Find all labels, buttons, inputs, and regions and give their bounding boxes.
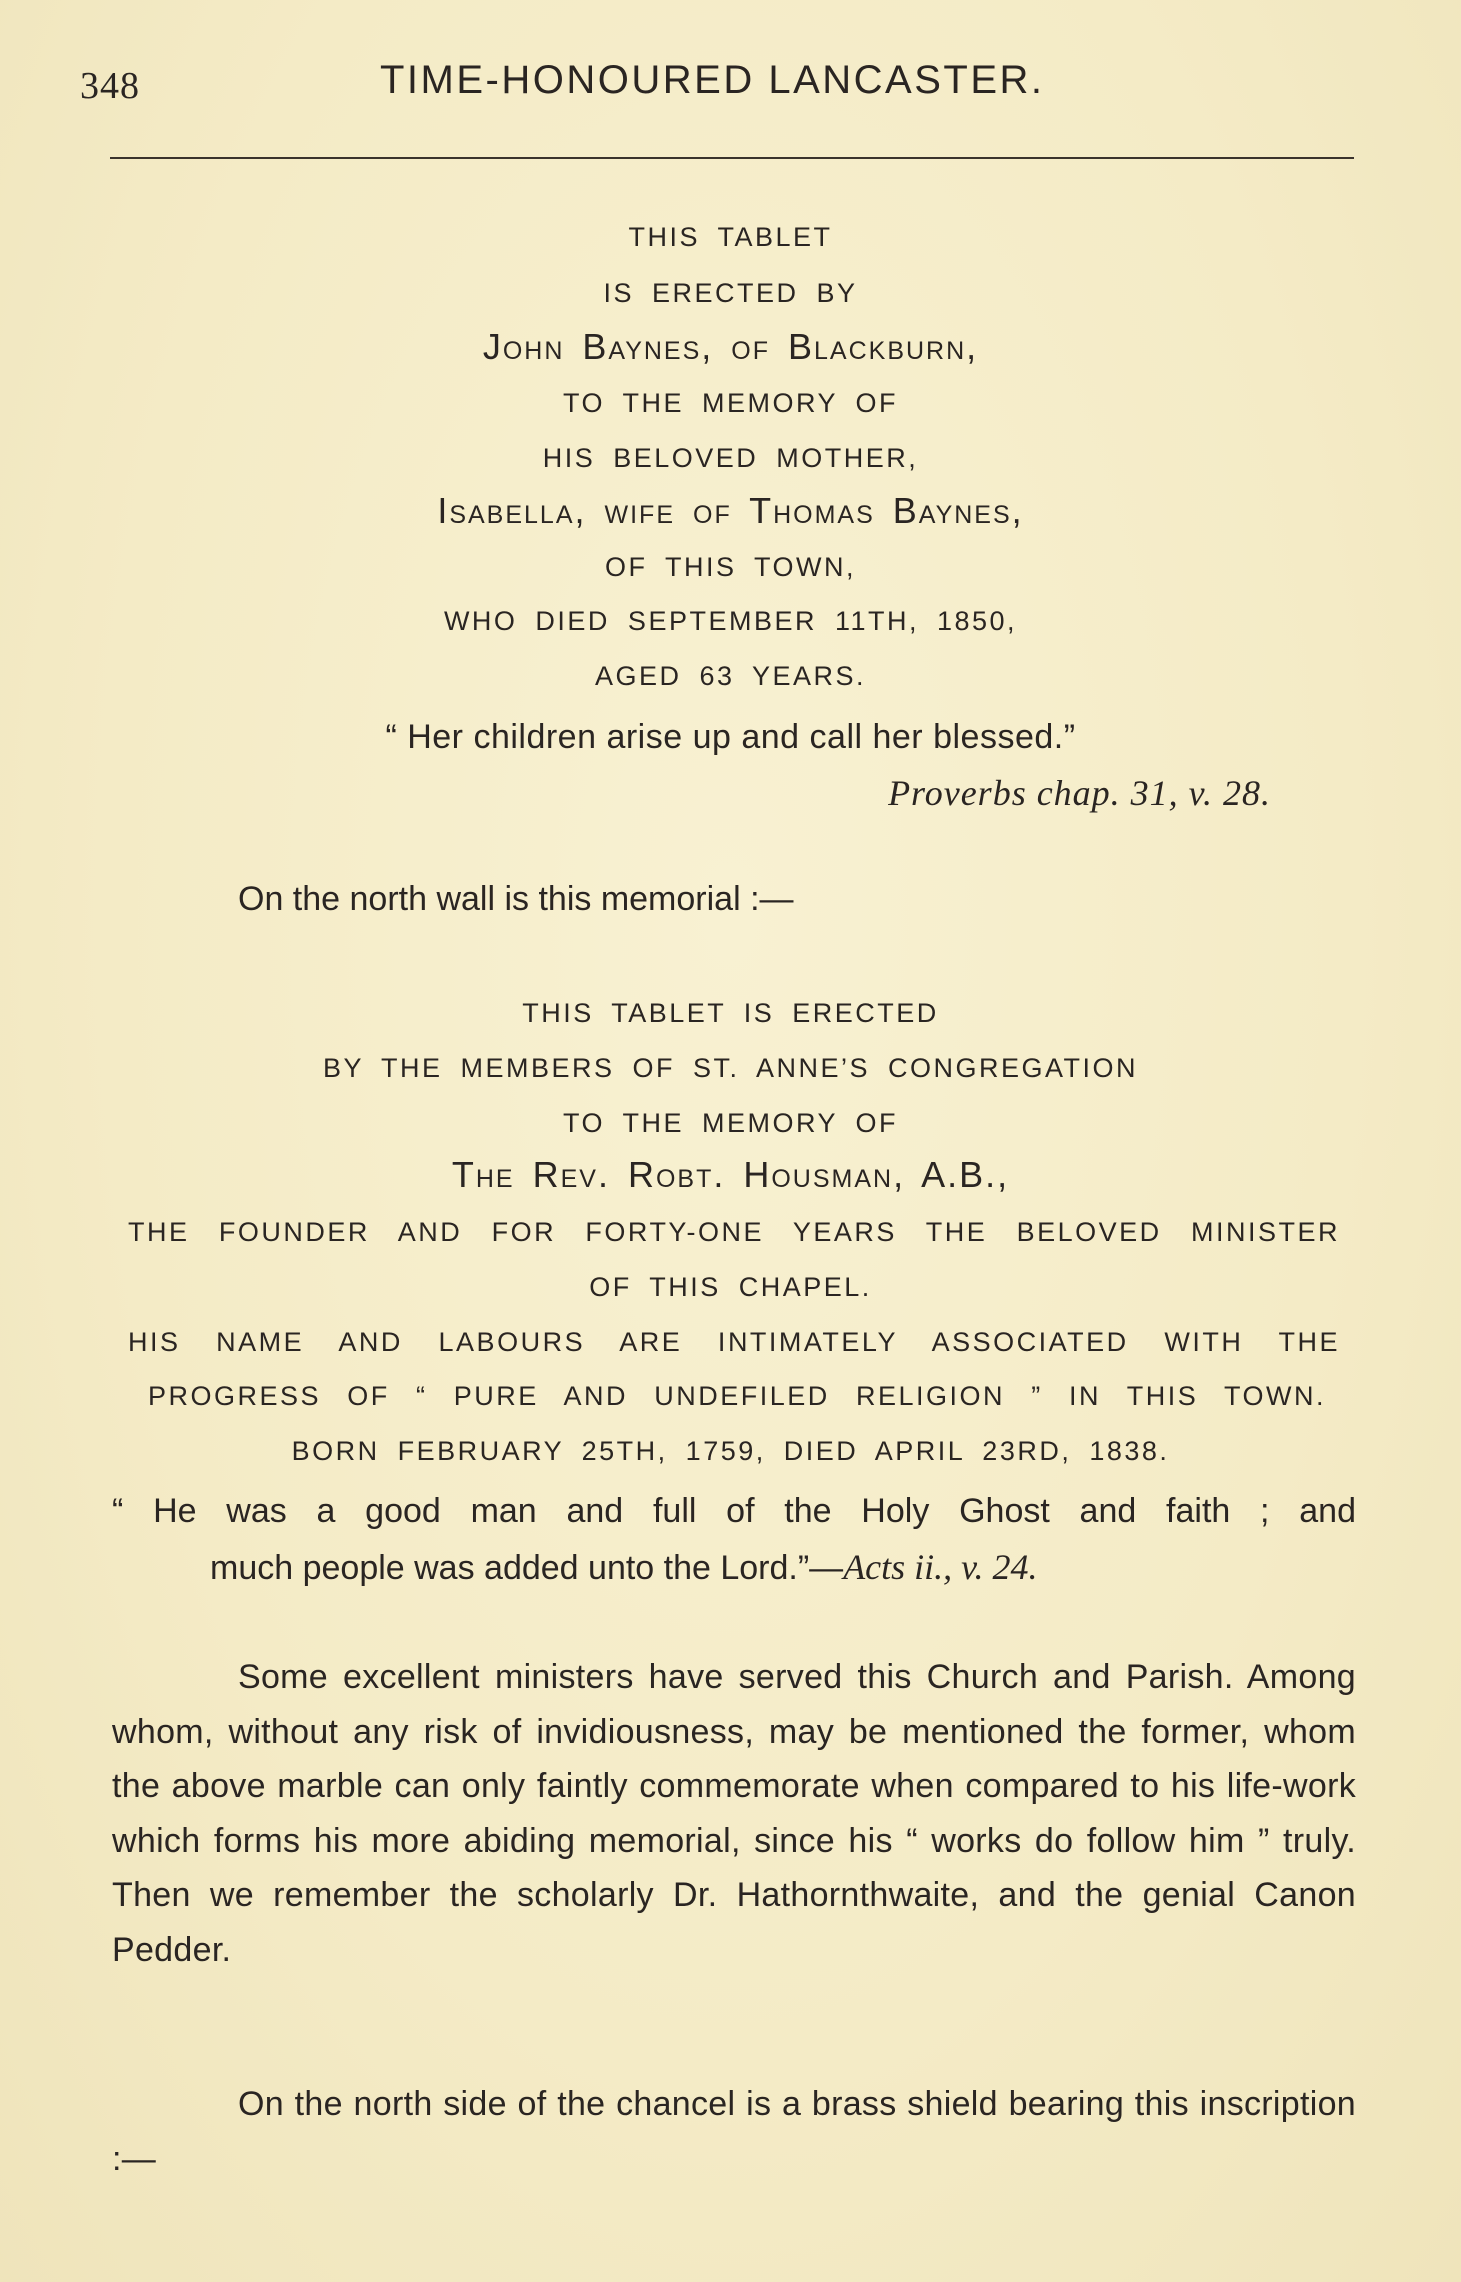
inscription-line: OF THIS TOWN, (604, 552, 856, 582)
header-rule (110, 157, 1354, 159)
inscription-line: THIS TABLET (628, 222, 833, 252)
paragraph-ministers: Some excellent ministers have served this Church and Parish. Among whom, without any risk of invidiousness, may be mentioned the former, whom the above marble can only faintly commemorate when compared to his life-work which forms his more abiding memorial, since his “ works do follow him ” truly. Then we remember the scholarly Dr. Hathornthwaite, and the genial Canon Pedder. (112, 1658, 1356, 1969)
inscription-line: IS ERECTED BY (603, 278, 858, 308)
inscription-quote-line-1: “ He was a good man and full of the Holy Ghost and faith ; and (112, 1492, 1356, 1530)
inscription-quote-text: much people was added unto the Lord.”— (210, 1549, 844, 1587)
inscription-quote-citation: Acts ii., v. 24. (843, 1547, 1038, 1587)
inscription-line: TO THE MEMORY OF (562, 388, 899, 418)
inscription-line: HIS NAME AND LABOURS ARE INTIMATELY ASSOCIATED WITH THE (128, 1327, 1340, 1357)
page-header (80, 58, 1360, 108)
inscription-line: THIS TABLET IS ERECTED (522, 998, 939, 1028)
inscription-name: The Rev. Robt. Housman, A.B., (451, 1154, 1010, 1195)
inscription-line: TO THE MEMORY OF (562, 1108, 899, 1138)
inscription-name: Isabella, wife of Thomas Baynes, (437, 490, 1024, 531)
running-title: TIME-HONOURED LANCASTER. (380, 58, 1045, 102)
inscription-line: PROGRESS OF “ PURE AND UNDEFILED RELIGION ” IN THIS TOWN. (148, 1381, 1326, 1411)
inscription-quote: “ Her children arise up and call her blessed.” (385, 718, 1076, 756)
inscription-line: BORN FEBRUARY 25TH, 1759, DIED APRIL 23RD, 1838. (291, 1436, 1170, 1466)
inscription-line: WHO DIED SEPTEMBER 11TH, 1850, (443, 606, 1018, 636)
inscription-line: HIS BELOVED MOTHER, (542, 443, 919, 473)
inscription-line: THE FOUNDER AND FOR FORTY-ONE YEARS THE BELOVED MINISTER (128, 1217, 1340, 1247)
inscription-line: BY THE MEMBERS OF ST. ANNE’S CONGREGATION (322, 1053, 1139, 1083)
inscription-name: John Baynes, of Blackburn, (482, 326, 979, 367)
north-wall-intro: On the north wall is this memorial :— (238, 880, 794, 918)
inscription-citation: Proverbs chap. 31, v. 28. (888, 773, 1271, 813)
paragraph-brass-shield: On the north side of the chancel is a brass shield bearing this inscription :— (112, 2085, 1356, 2178)
inscription-line: OF THIS CHAPEL. (589, 1272, 872, 1302)
inscription-line: AGED 63 YEARS. (594, 661, 867, 691)
page-number: 348 (80, 65, 140, 107)
inscription-quote-line-2 (210, 1546, 1037, 1588)
